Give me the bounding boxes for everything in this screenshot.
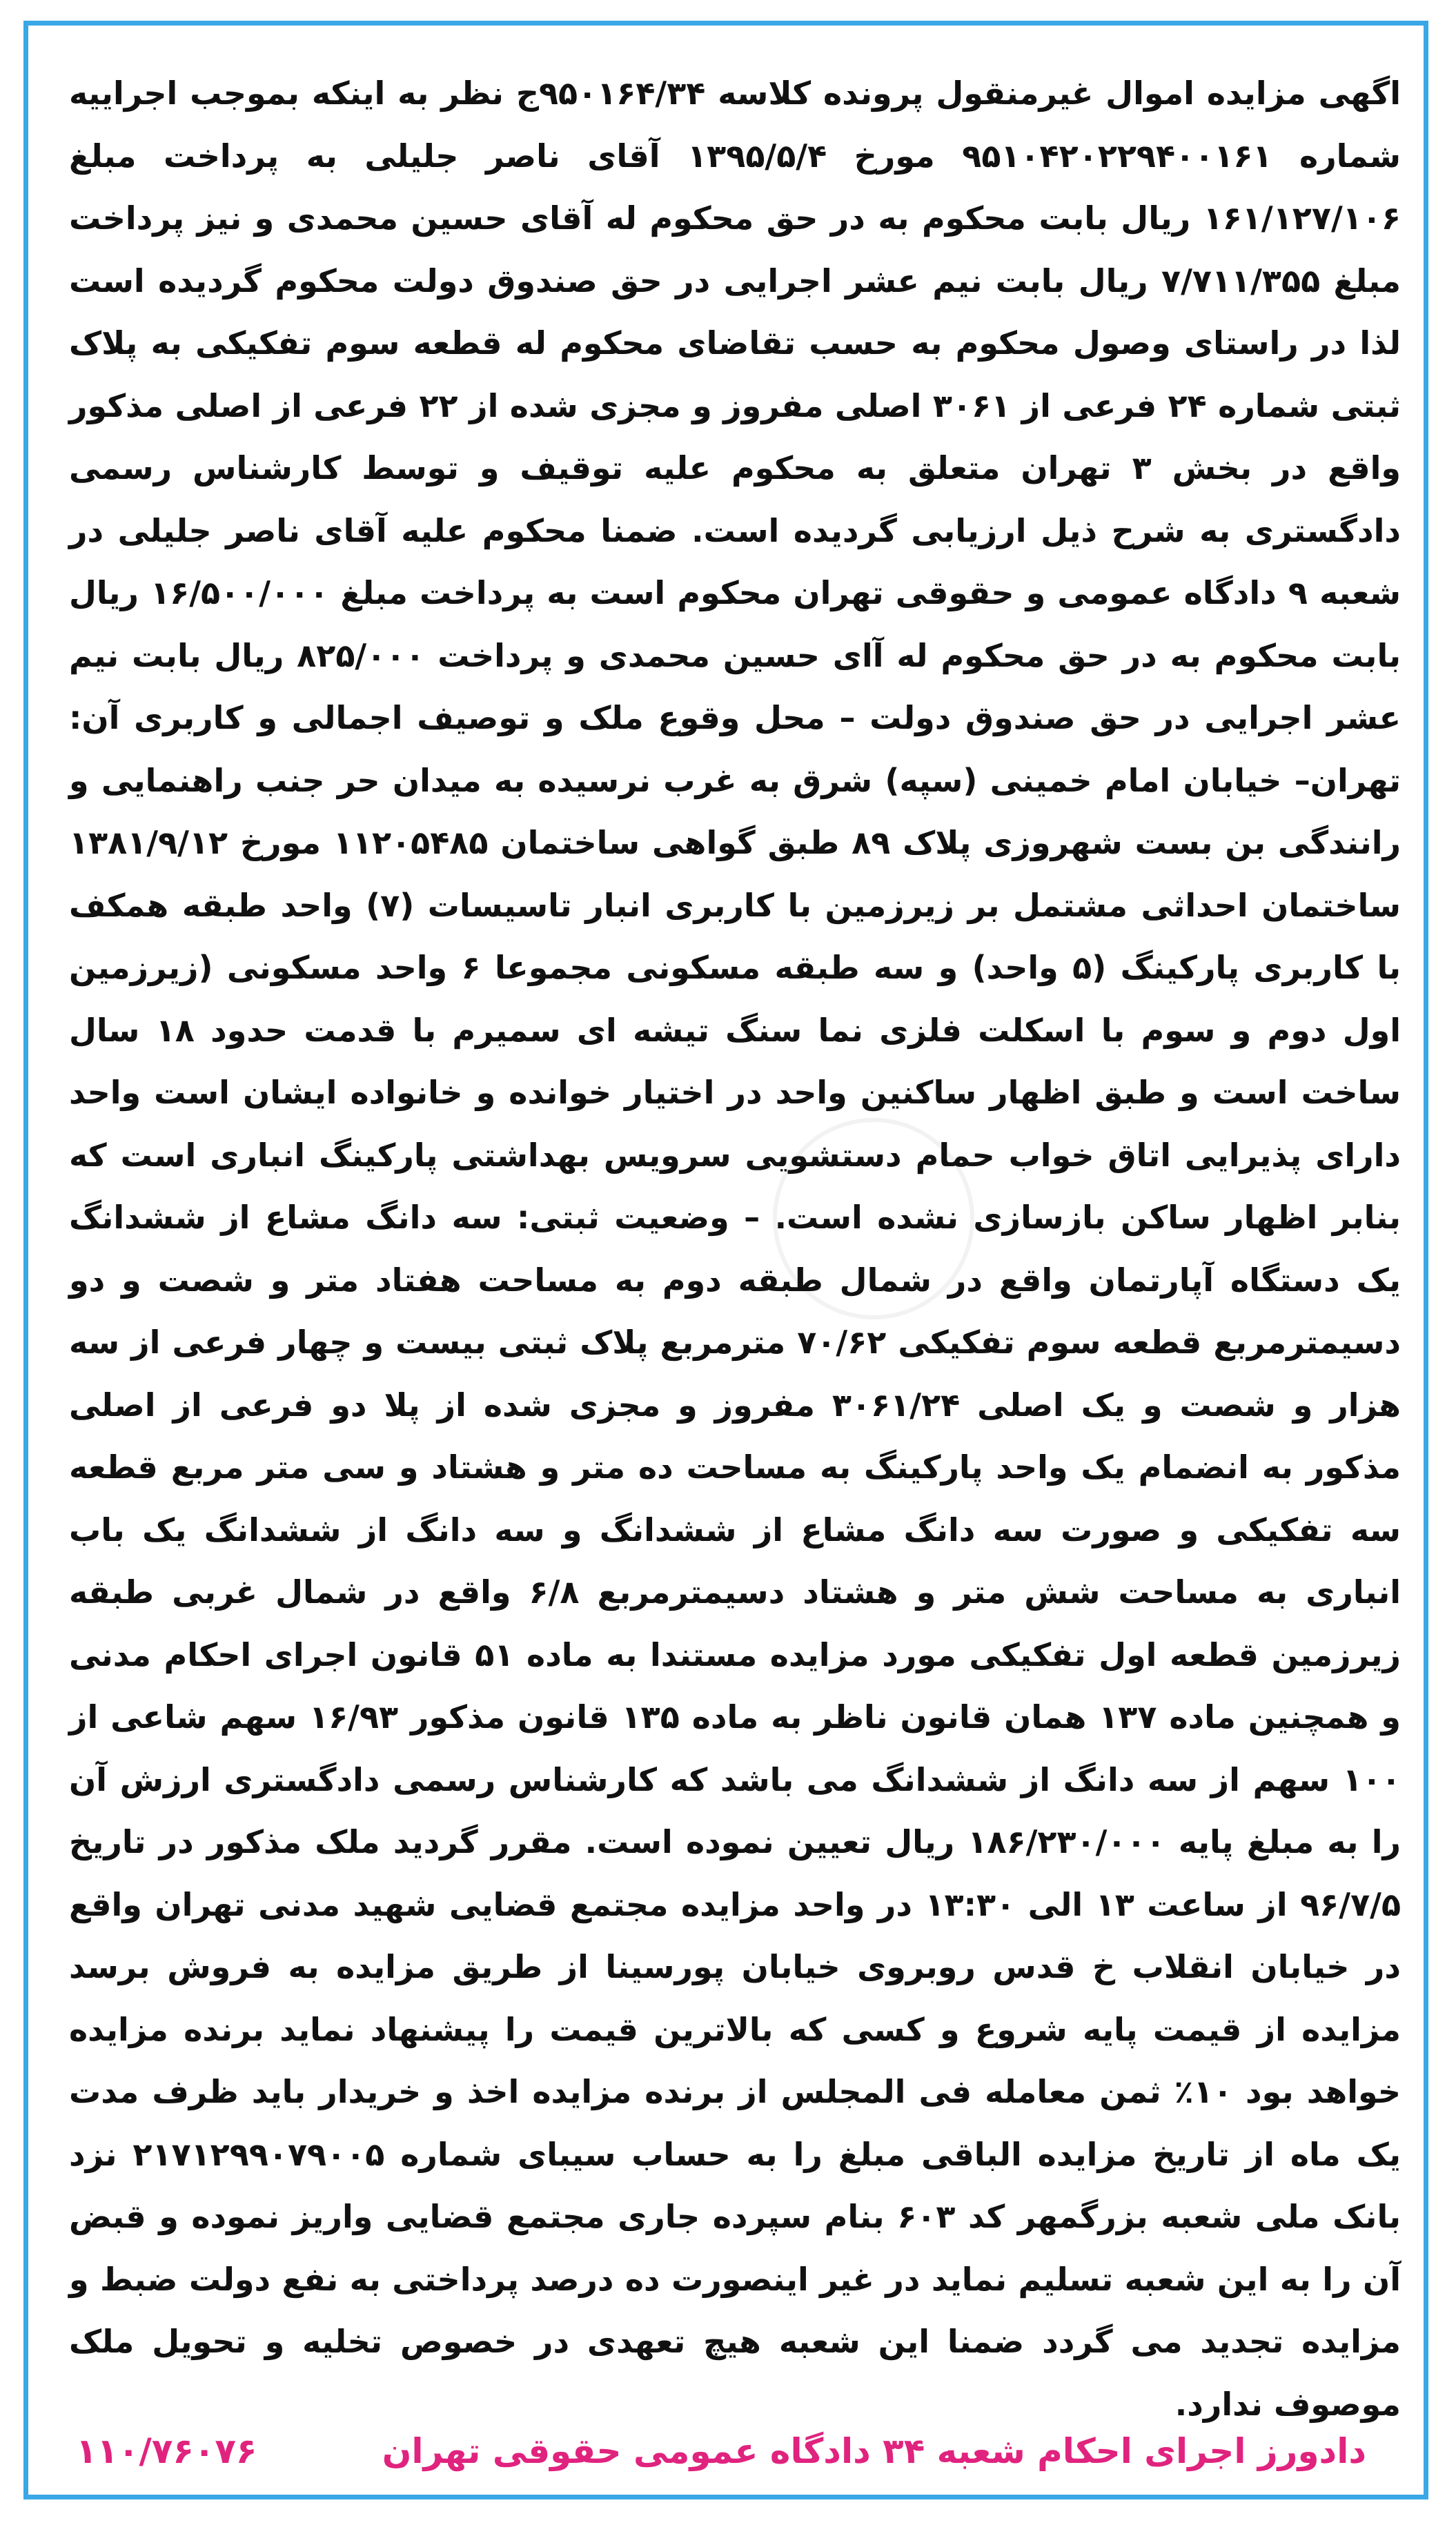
footer-code: ۱۱۰/۷۶۰۷۶ [76, 2431, 257, 2471]
notice-footer [76, 2424, 1366, 2479]
notice-body-text: اگهی مزایده اموال غیرمنقول پرونده کلاسه ۹۵۰۱۶۴/۳۴ج نظر به اینکه بموجب اجراییه شماره ۹۵۱۰۴۲۰۲۲۹۴۰۰۱۶۱ مورخ ۱۳۹۵/۵/۴ آقای ناصر جلیلی به پرداخت مبلغ ۱۶۱/۱۲۷/۱۰۶ ریال بابت محکوم به در حق محکوم له آقای حسین محمدی و نیز پرداخت مبلغ ۷/۷۱۱/۳۵۵ ریال بابت نیم عشر اجرایی در حق صندوق دولت محکوم گردیده است لذا در راستای وصول محکوم به حسب تقاضای محکوم له قطعه سوم تفکیکی به پلاک ثبتی شماره ۲۴ فرعی از ۳۰۶۱ اصلی مفروز و مجزی شده از ۲۲ فرعی از اصلی مذکور واقع در بخش ۳ تهران متعلق به محکوم علیه توقیف و توسط کارشناس رسمی دادگستری به شرح ذیل ارزیابی گردیده است. ضمنا محکوم علیه آقای ناصر جلیلی در شعبه ۹ دادگاه عمومی و حقوقی تهران محکوم است به پرداخت مبلغ ۱۶/۵۰۰/۰۰۰ ریال بابت محکوم به در حق محکوم له آای حسین محمدی و پرداخت ۸۲۵/۰۰۰ ریال بابت نیم عشر اجرایی در حق صندوق دولت – محل وقوع ملک و توصیف اجمالی و کاربری آن: تهران– خیابان امام خمینی (سپه) شرق به غرب نرسیده به میدان حر جنب راهنمایی و رانندگی بن بست شهروزی پلاک ۸۹ طبق گواهی ساختمان ۱۱۲۰۵۴۸۵ مورخ ۱۳۸۱/۹/۱۲ ساختمان احداثی مشتمل بر زیرزمین با کاربری انبار تاسیسات (۷) واحد طبقه همکف با کاربری پارکینگ (۵ واحد) و سه طبقه مسکونی مجموعا ۶ واحد مسکونی (زیرزمین اول دوم و سوم با اسکلت فلزی نما سنگ تیشه ای سمیرم با قدمت حدود ۱۸ سال ساخت است و طبق اظهار ساکنین واحد در اختیار خوانده و خانواده ایشان است واحد دارای پذیرایی اتاق خواب حمام دستشویی سرویس بهداشتی پارکینگ انباری است که بنابر اظهار ساکن بازسازی نشده است. – وضعیت ثبتی: سه دانگ مشاع از ششدانگ یک دستگاه آپارتمان واقع در شمال طبقه دوم به مساحت هفتاد متر و شصت و دو دسیمترمربع قطعه سوم تفکیکی ۷۰/۶۲ مترمربع پلاک ثبتی بیست و چهار فرعی از سه هزار و شصت و یک اصلی ۳۰۶۱/۲۴ مفروز و مجزی شده از پلا دو فرعی از اصلی مذکور به انضمام یک واحد پارکینگ به مساحت ده متر و هشتاد و سی متر مربع قطعه سه تفکیکی و صورت سه دانگ مشاع از ششدانگ و سه دانگ از ششدانگ یک باب انباری به مساحت شش متر و هشتاد دسیمترمربع ۶/۸ واقع در شمال غربی طبقه زیرزمین قطعه اول تفکیکی مورد مزایده مستندا به ماده ۵۱ قانون اجرای احکام مدنی و همچنین ماده ۱۳۷ همان قانون ناظر به ماده ۱۳۵ قانون مذکور ۱۶/۹۳ سهم شاعی از ۱۰۰ سهم از سه دانگ از ششدانگ می باشد که کارشناس رسمی دادگستری ارزش آن را به مبلغ پایه ۱۸۶/۲۳۰/۰۰۰ ریال تعیین نموده است. مقرر گردید ملک مذکور در تاریخ ۹۶/۷/۵ از ساعت ۱۳ الی ۱۳:۳۰ در واحد مزایده مجتمع قضایی شهید مدنی تهران واقع در خیابان انقلاب خ قدس روبروی خیابان پورسینا از طریق مزایده به فروش برسد مزایده از قیمت پایه شروع و کسی که بالاترین قیمت را پیشنهاد نماید برنده مزایده خواهد بود ۱۰٪ ثمن معامله فی المجلس از برنده مزایده اخذ و خریدار باید ظرف مدت یک ماه از تاریخ مزایده الباقی مبلغ را به حساب سیبای شماره ۲۱۷۱۲۹۹۰۷۹۰۰۵ نزد بانک ملی شعبه بزرگمهر کد ۶۰۳ بنام سپرده جاری مجتمع قضایی واریز نموده و قبض آن را به این شعبه تسلیم نماید در غیر اینصورت ده درصد پرداختی به نفع دولت ضبط و مزایده تجدید می گردد ضمنا این شعبه هیچ تعهدی در خصوص تخلیه و تحویل ملک موصوف ندارد. [69, 75, 1401, 2423]
footer-signature: دادورز اجرای احکام شعبه ۳۴ دادگاه عمومی حقوقی تهران [382, 2431, 1366, 2471]
notice-content [69, 62, 1401, 2435]
